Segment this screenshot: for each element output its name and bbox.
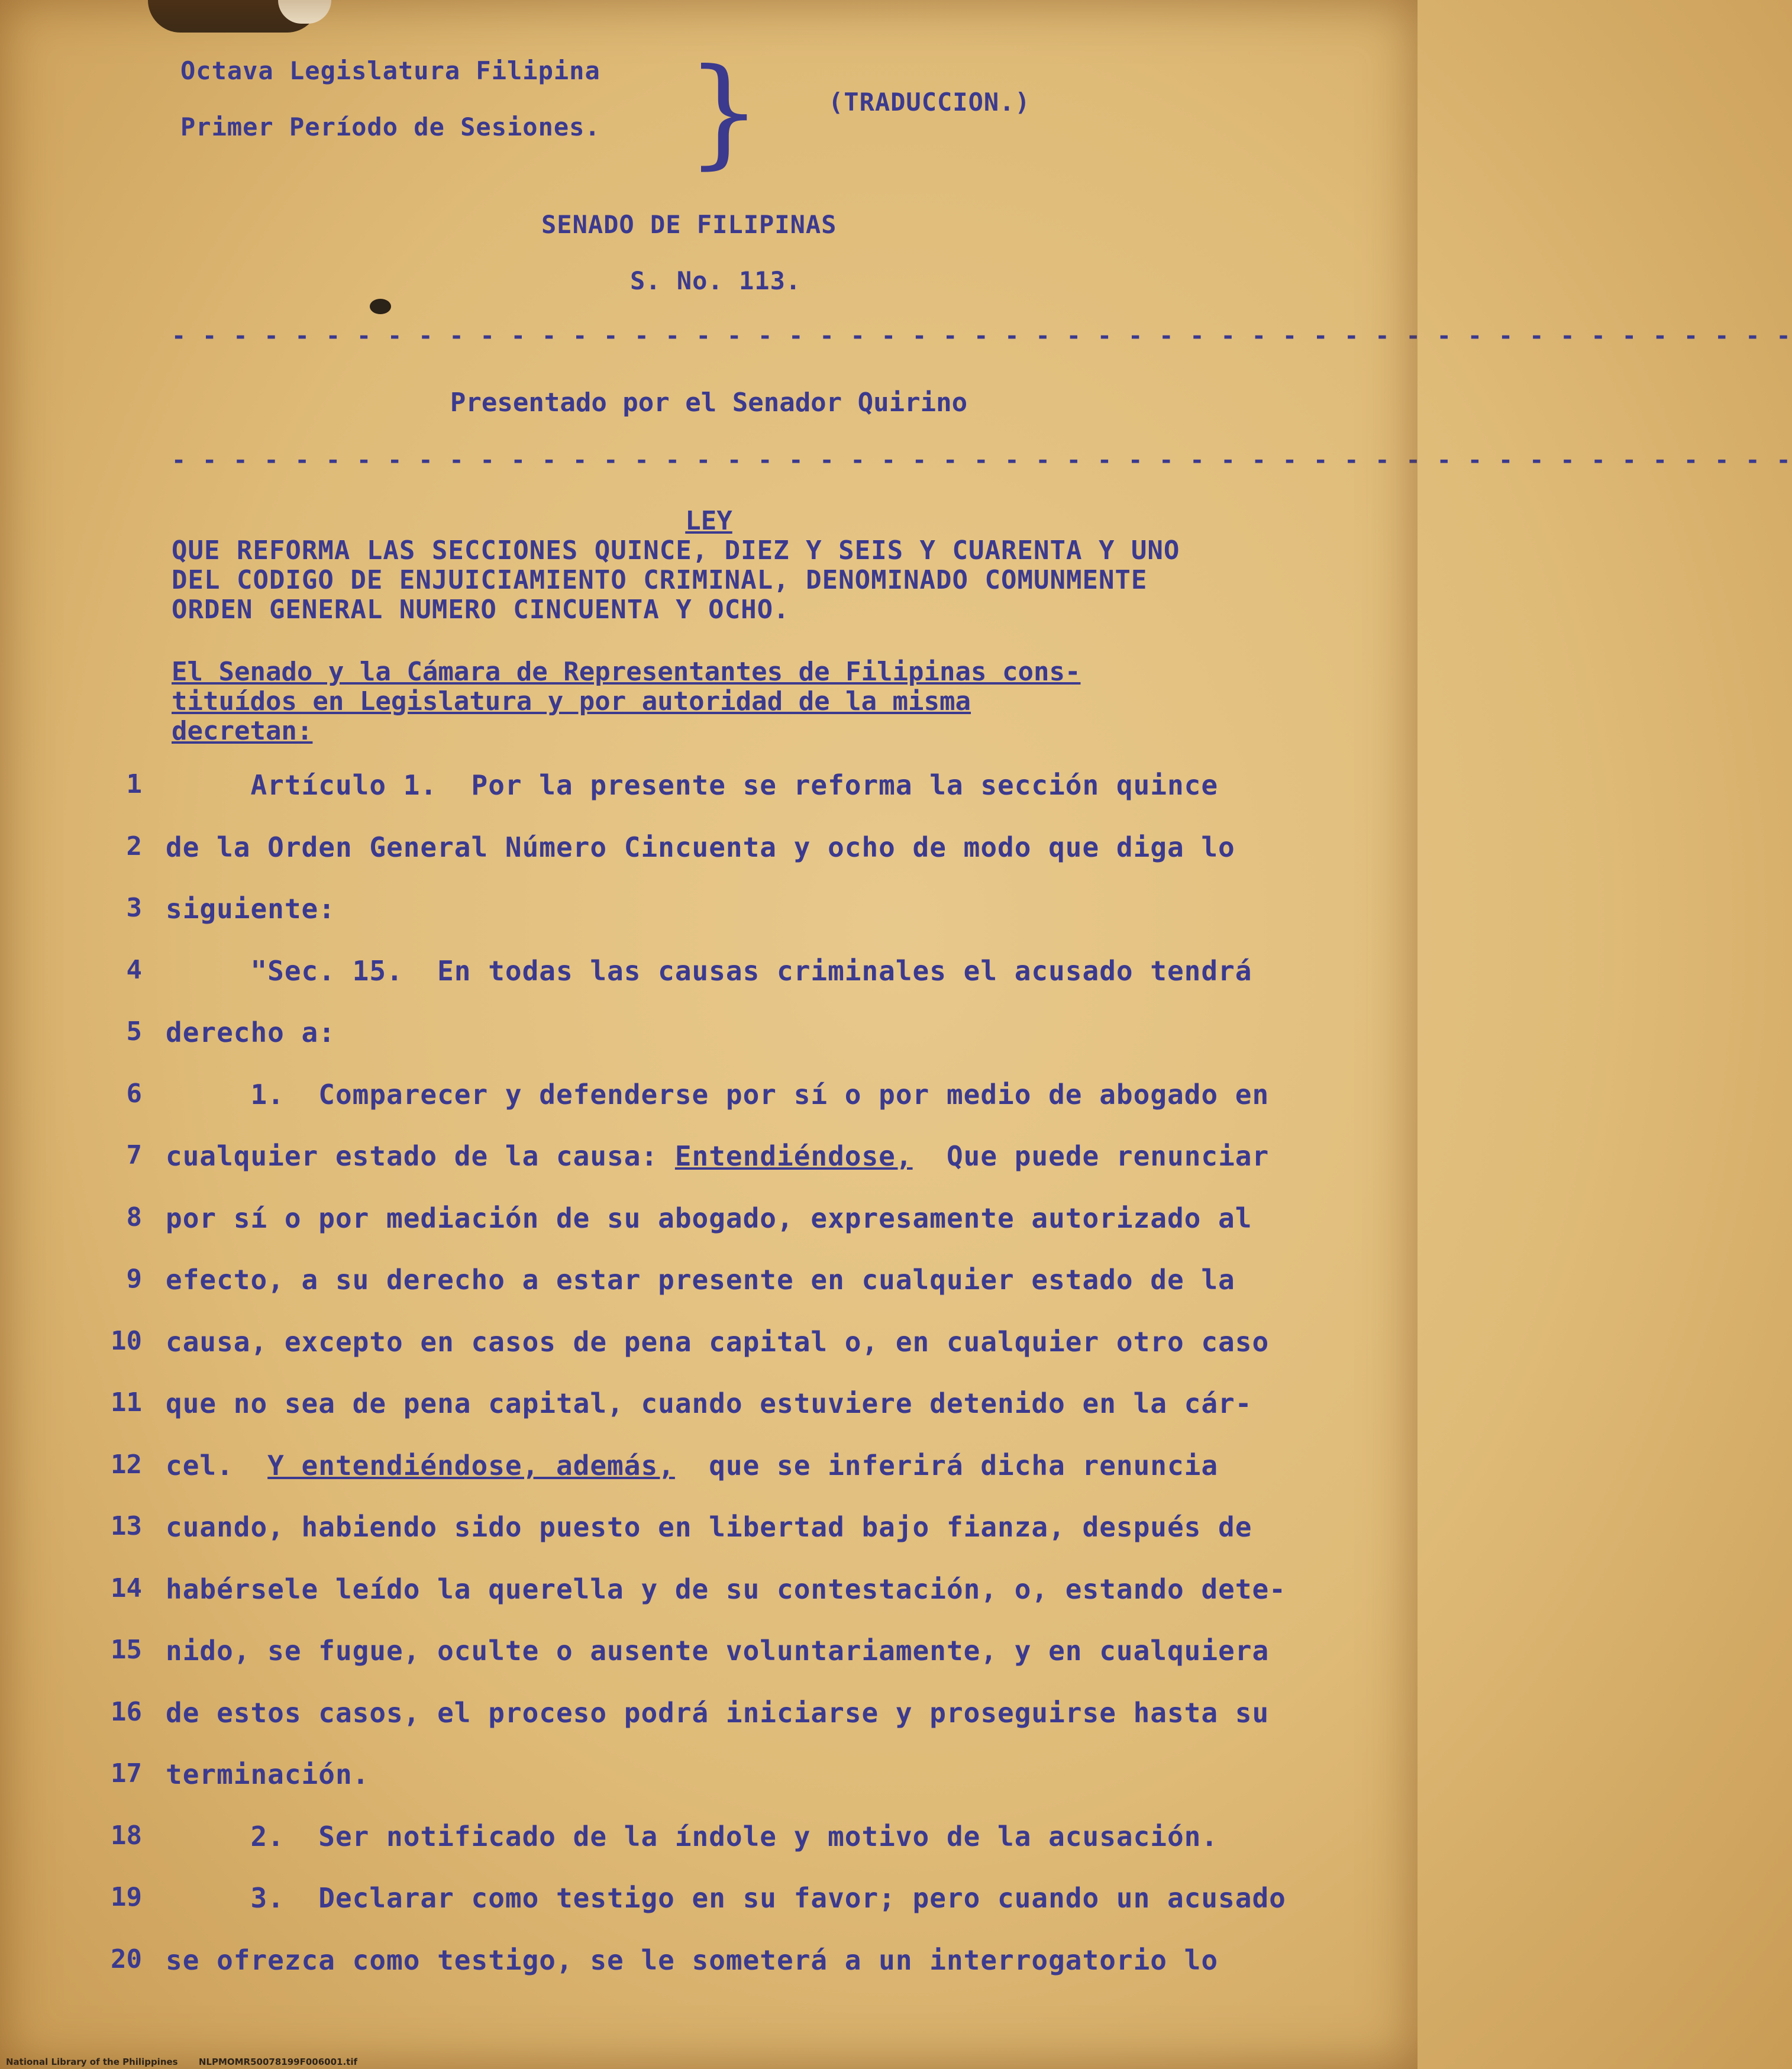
line-number: 3 <box>126 893 142 923</box>
separator-bottom: - - - - - - - - - - - - - - - - - - - - - - - - - - - - - - - - - - - - - - - - - - - - - - - - - - - - - <box>172 447 1792 474</box>
underlined-proviso: Y entendiéndose, además, <box>267 1450 675 1481</box>
library-name: National Library of the Philippines <box>6 2057 178 2067</box>
line-number: 14 <box>111 1573 142 1603</box>
line-number: 6 <box>126 1079 142 1109</box>
line-number: 19 <box>111 1882 142 1912</box>
body-line: causa, excepto en casos de pena capital o, en cualquier otro caso <box>166 1326 1270 1358</box>
line-number: 1 <box>126 769 142 799</box>
body-line <box>166 1140 1269 1172</box>
line-number: 10 <box>111 1326 142 1356</box>
senate-name: SENADO DE FILIPINAS <box>541 210 837 239</box>
body-line: 2. Ser notificado de la índole y motivo de la acusación. <box>166 1821 1219 1852</box>
body-line: siguiente: <box>166 893 335 925</box>
footer <box>6 2057 375 2067</box>
line-number: 18 <box>111 1821 142 1851</box>
bill-number: S. No. 113. <box>630 266 802 295</box>
line-number: 15 <box>111 1635 142 1665</box>
line-number: 12 <box>111 1450 142 1480</box>
session-label: Primer Período de Sesiones. <box>180 112 600 141</box>
law-title-line-2: DEL CODIGO DE ENJUICIAMIENTO CRIMINAL, DENOMINADO COMUNMENTE <box>172 565 1148 595</box>
body-line: por sí o por mediación de su abogado, expresamente autorizado al <box>166 1202 1252 1234</box>
enacting-line-2: tituídos en Legislatura y por autoridad de la misma <box>172 686 971 716</box>
body-line: "Sec. 15. En todas las causas criminales el acusado tendrá <box>166 955 1252 987</box>
body-line: Artículo 1. Por la presente se reforma la sección quince <box>166 769 1219 801</box>
line-text-after: Que puede renunciar <box>912 1140 1270 1172</box>
body-line: 1. Comparecer y defenderse por sí o por medio de abogado en <box>166 1079 1270 1111</box>
legislature-label: Octava Legislatura Filipina <box>180 56 600 85</box>
line-number: 5 <box>126 1016 142 1047</box>
underlined-proviso: Entendiéndose, <box>674 1140 913 1172</box>
line-number: 4 <box>126 955 142 985</box>
separator-top: - - - - - - - - - - - - - - - - - - - - - - - - - - - - - - - - - - - - - - - - - - - - - - - - - - - - - <box>172 322 1792 350</box>
body-line <box>166 1450 1218 1481</box>
body-line: habérsele leído la querella y de su contestación, o, estando dete- <box>166 1573 1286 1605</box>
body-line: terminación. <box>166 1758 370 1790</box>
line-number: 9 <box>126 1264 142 1294</box>
line-number: 7 <box>126 1140 142 1170</box>
body-line: derecho a: <box>166 1016 335 1048</box>
line-number: 2 <box>126 831 142 861</box>
body-line: se ofrezca como testigo, se le someterá a un interrogatorio lo <box>166 1944 1219 1976</box>
body-line: nido, se fugue, oculte o ausente voluntariamente, y en cualquiera <box>166 1635 1270 1667</box>
enacting-line-1: El Senado y la Cámara de Representantes de Filipinas cons- <box>172 657 1081 687</box>
law-label: LEY <box>685 506 732 536</box>
line-number: 20 <box>111 1944 142 1974</box>
body-line: cuando, habiendo sido puesto en libertad bajo fianza, después de <box>166 1511 1252 1543</box>
law-title-line-3: ORDEN GENERAL NUMERO CINCUENTA Y OCHO. <box>172 595 790 625</box>
line-number: 17 <box>111 1758 142 1789</box>
presenter-line: Presentado por el Senador Quirino <box>450 388 968 418</box>
ink-blot <box>370 299 391 314</box>
body-line: efecto, a su derecho a estar presente en cualquier estado de la <box>166 1264 1235 1296</box>
body-line: de estos casos, el proceso podrá iniciarse y proseguirse hasta su <box>166 1697 1270 1729</box>
file-name: NLPMOMR50078199F006001.tif <box>198 2057 358 2067</box>
body-line: 3. Declarar como testigo en su favor; pero cuando un acusado <box>166 1882 1286 1914</box>
law-title-line-1: QUE REFORMA LAS SECCIONES QUINCE, DIEZ Y SEIS Y CUARENTA Y UNO <box>172 535 1180 566</box>
body-line: de la Orden General Número Cincuenta y ocho de modo que diga lo <box>166 831 1235 863</box>
translation-label: (TRADUCCION.) <box>828 88 1031 117</box>
body-line: que no sea de pena capital, cuando estuviere detenido en la cár- <box>166 1387 1252 1419</box>
line-number: 13 <box>111 1511 142 1541</box>
line-text-after: que se inferirá dicha renuncia <box>674 1450 1219 1481</box>
line-number: 16 <box>111 1697 142 1727</box>
line-text-before: cualquier estado de la causa: <box>166 1140 675 1172</box>
enacting-line-3: decretan: <box>172 716 313 746</box>
brace-symbol: } <box>686 43 762 181</box>
line-text-before: cel. <box>166 1450 268 1481</box>
line-number: 11 <box>111 1387 142 1418</box>
line-number: 8 <box>126 1202 142 1232</box>
